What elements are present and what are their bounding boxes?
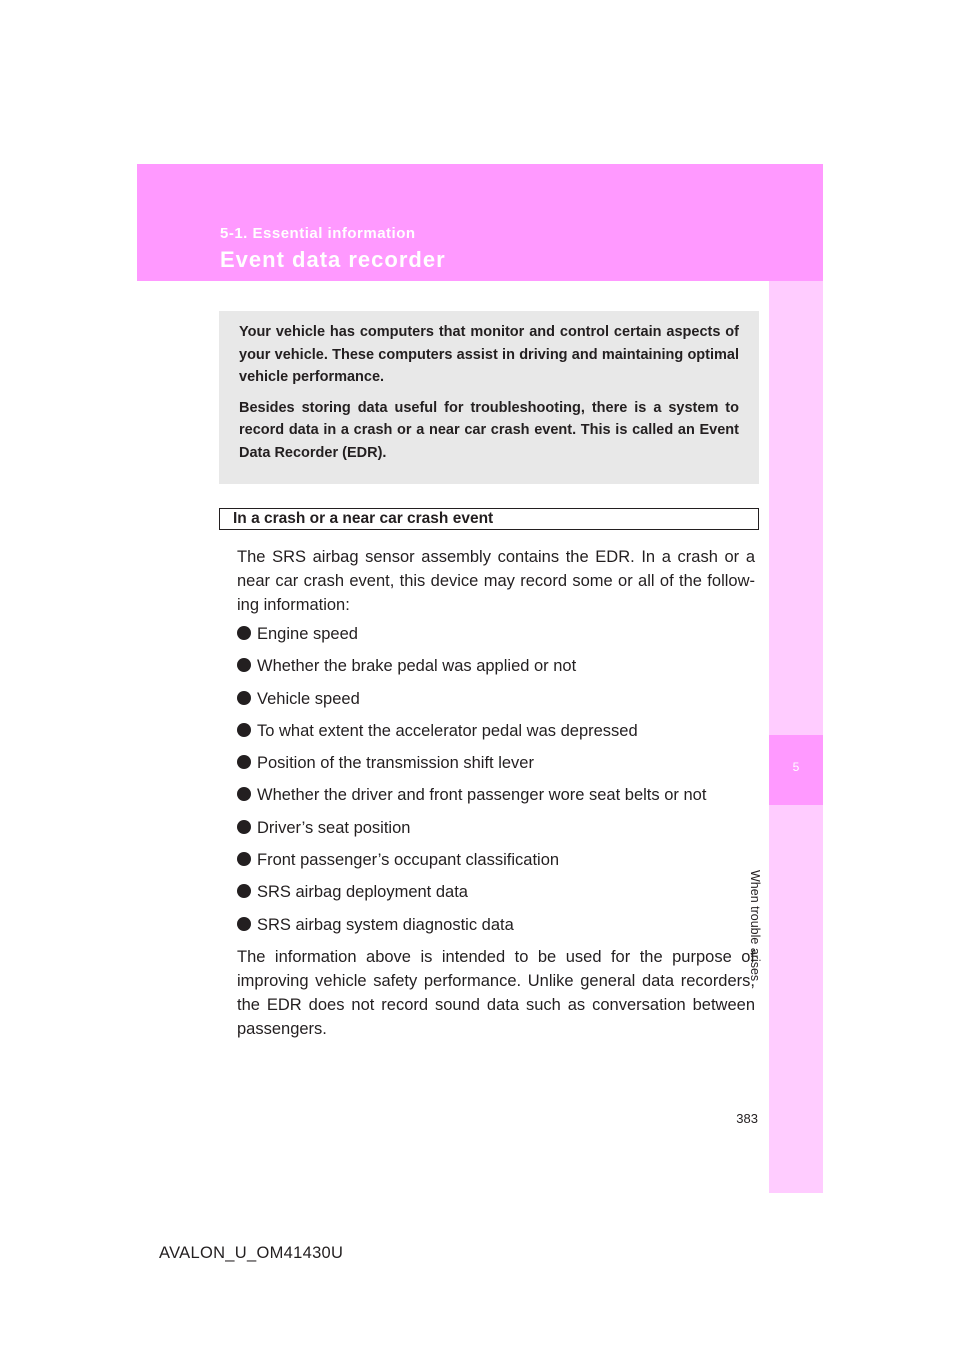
list-item: [237, 816, 757, 848]
list-item: [237, 719, 757, 751]
chapter-number: 5: [792, 760, 800, 774]
list-item: [237, 654, 757, 686]
list-item-text: Driver’s seat position: [257, 818, 411, 837]
list-item-text: SRS airbag system diagnostic data: [257, 915, 514, 934]
bullet-icon: [237, 658, 251, 672]
list-item-text: Vehicle speed: [257, 689, 360, 708]
list-item: [237, 687, 757, 719]
page-title: Event data recorder: [220, 247, 446, 272]
list-item-text: To what extent the accelerator pedal was depressed: [257, 721, 638, 740]
list-item: [237, 913, 757, 945]
intro-box: [219, 311, 759, 484]
intro-paragraph: Besides storing data useful for troubleshooting, there is a system to record data in a crash or a near car crash event. This is called an Event Data Recorder (EDR).: [239, 399, 739, 461]
intro-paragraph: Your vehicle has computers that monitor and control certain aspects of your vehicle. These computers assist in driving and maintaining optimal vehicle performance.: [239, 324, 739, 385]
list-item: [237, 848, 757, 880]
list-item: [237, 751, 757, 783]
list-item-text: Position of the transmission shift lever: [257, 754, 534, 773]
list-item-text: Whether the brake pedal was applied or not: [257, 657, 577, 676]
bullet-icon: [237, 820, 251, 834]
closing-paragraph: The information above is intended to be used for the purpose of improving vehicle safety performance. Unlike general data recorders, the EDR does not record sound data such as conversation between passengers.: [237, 948, 755, 1038]
info-list: [237, 622, 757, 945]
bullet-icon: [237, 917, 251, 931]
bullet-icon: [237, 852, 251, 866]
bullet-icon: [237, 691, 251, 705]
list-item-text: Engine speed: [257, 625, 358, 643]
section-lead: The SRS airbag sensor assembly contains the EDR. In a crash or a near car crash event, this device may record some or all of the follow-ing information:: [237, 548, 755, 614]
bullet-icon: [237, 723, 251, 737]
list-item-text: Whether the driver and front passenger wore seat belts or not: [257, 786, 707, 805]
page-number: 383: [736, 1111, 758, 1126]
list-item: [237, 880, 757, 912]
section-heading: In a crash or a near car crash event: [219, 508, 759, 530]
list-item-text: Front passenger’s occupant classification: [257, 851, 560, 870]
bullet-icon: [237, 884, 251, 898]
bullet-icon: [237, 755, 251, 769]
bullet-icon: [237, 787, 251, 801]
document-code: AVALON_U_OM41430U: [159, 1244, 344, 1262]
list-item: [237, 622, 757, 654]
section-label: 5-1. Essential information: [220, 225, 416, 242]
list-item: [237, 783, 757, 815]
list-item-text: SRS airbag deployment data: [257, 883, 468, 902]
bullet-icon: [237, 626, 251, 640]
chapter-label-text: When trouble arises: [748, 870, 762, 982]
